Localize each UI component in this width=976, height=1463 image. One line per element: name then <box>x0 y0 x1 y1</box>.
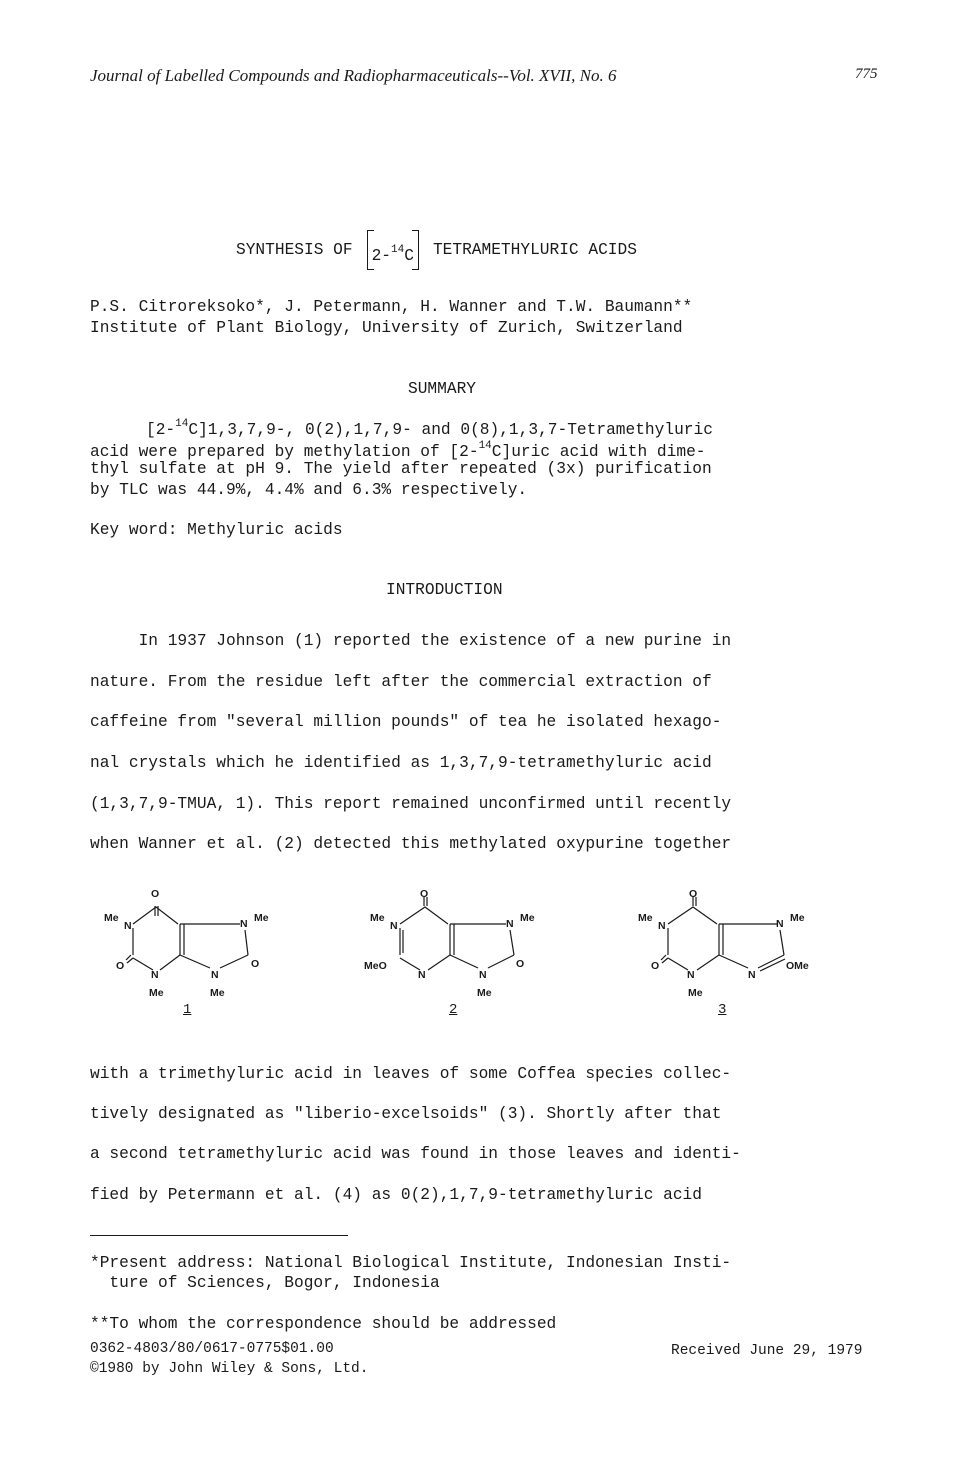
atom-ome: OMe <box>786 960 809 972</box>
atom-me: Me <box>638 912 653 924</box>
atom-n: N <box>506 918 514 930</box>
atom-me: Me <box>254 912 269 924</box>
summary-line-3: thyl sulfate at pH 9. The yield after repeated (3x) purification <box>90 460 712 478</box>
article-title <box>236 228 637 272</box>
atom-me: Me <box>688 987 703 999</box>
atom-n: N <box>658 920 666 932</box>
footnote-correspondence: **To whom the correspondence should be addressed <box>90 1315 557 1333</box>
atom-me: Me <box>477 987 492 999</box>
footnote-present-address: *Present address: National Biological Institute, Indonesian Insti- <box>90 1254 732 1272</box>
footnote-present-address-cont: ture of Sciences, Bogor, Indonesia <box>90 1274 440 1292</box>
atom-me: Me <box>370 912 385 924</box>
page-number: 775 <box>855 66 878 82</box>
intro-line: tively designated as "liberio-excelsoids" (3). Shortly after that <box>90 1105 722 1123</box>
summary-label-prefix: 2- <box>459 443 479 461</box>
keywords: Key word: Methyluric acids <box>90 521 343 539</box>
title-isotope-label <box>367 230 419 270</box>
intro-line: (1,3,7,9-TMUA, 1). This report remained unconfirmed until recently <box>90 795 732 813</box>
atom-n: N <box>124 920 132 932</box>
title-prefix: SYNTHESIS OF <box>236 241 353 259</box>
atom-me: Me <box>790 912 805 924</box>
summary-label-sup: 14 <box>478 440 492 452</box>
atom-n: N <box>776 918 784 930</box>
atom-n: N <box>748 969 756 981</box>
bracket-close: ] <box>501 443 512 461</box>
title-suffix: TETRAMETHYLURIC ACIDS <box>432 241 637 259</box>
article-code: 0362-4803/80/0617-0775$01.00 <box>90 1341 334 1357</box>
title-label-prefix: 2- <box>371 247 392 265</box>
journal-header: Journal of Labelled Compounds and Radiopharmaceuticals--Vol. XVII, No. 6 <box>90 66 617 85</box>
structure-label-2: 2 <box>449 1002 458 1018</box>
atom-n: N <box>418 969 426 981</box>
intro-line: a second tetramethyluric acid was found in those leaves and identi- <box>90 1145 741 1163</box>
summary-label-sup: 14 <box>175 418 189 430</box>
summary-line-2-b: uric acid with dime- <box>511 443 706 461</box>
atom-n: N <box>479 969 487 981</box>
bracket-open: [ <box>449 443 460 461</box>
summary-label-suffix: C <box>491 443 502 461</box>
atom-me: Me <box>210 987 225 999</box>
atom-n: N <box>390 920 398 932</box>
structure-3-bonds <box>661 897 785 971</box>
intro-line: In 1937 Johnson (1) reported the existence of a new purine in <box>90 632 732 650</box>
intro-line: nature. From the residue left after the commercial extraction of <box>90 673 712 691</box>
atom-o: O <box>420 888 429 900</box>
atom-o: O <box>251 958 260 970</box>
atom-meo: MeO <box>364 960 387 972</box>
bracket-open: [ <box>146 421 156 439</box>
summary-line-2 <box>90 440 706 461</box>
title-label-sup: 14 <box>391 244 405 256</box>
atom-o: O <box>116 960 125 972</box>
structure-1-bonds <box>126 906 248 970</box>
structure-label-1: 1 <box>183 1002 192 1018</box>
atom-me: Me <box>149 987 164 999</box>
summary-line-2-a: acid were prepared by methylation of <box>90 443 450 461</box>
structure-2-bonds <box>400 897 514 970</box>
summary-line-4: by TLC was 44.9%, 4.4% and 6.3% respectively. <box>90 481 528 499</box>
atom-me: Me <box>104 912 119 924</box>
atom-o: O <box>516 958 525 970</box>
atom-me: Me <box>520 912 535 924</box>
intro-line: nal crystals which he identified as 1,3,7,9-tetramethyluric acid <box>90 754 712 772</box>
summary-line-1-text: 1,3,7,9-, 0(2),1,7,9- and 0(8),1,3,7-Tetramethyluric <box>207 421 713 439</box>
atom-n: N <box>687 969 695 981</box>
atom-o: O <box>651 960 660 972</box>
atom-n: N <box>151 969 159 981</box>
copyright: ©1980 by John Wiley & Sons, Ltd. <box>90 1361 369 1377</box>
intro-line: caffeine from "several million pounds" of tea he isolated hexago- <box>90 713 722 731</box>
summary-label-prefix: 2- <box>155 421 176 439</box>
summary-line-1 <box>146 418 713 439</box>
summary-heading: SUMMARY <box>408 380 476 398</box>
authors: P.S. Citroreksoko*, J. Petermann, H. Wanner and T.W. Baumann** <box>90 298 693 316</box>
structure-label-3: 3 <box>718 1002 727 1018</box>
introduction-heading: INTRODUCTION <box>386 581 503 599</box>
atom-o: O <box>151 888 160 900</box>
atom-o: O <box>689 888 698 900</box>
bracket-close: ] <box>198 421 208 439</box>
received-date: Received June 29, 1979 <box>671 1343 863 1359</box>
chemical-structures <box>0 880 976 1025</box>
intro-line: when Wanner et al. (2) detected this methylated oxypurine together <box>90 835 732 853</box>
atom-n: N <box>240 918 248 930</box>
footnote-divider <box>90 1235 348 1236</box>
intro-line: with a trimethyluric acid in leaves of some Coffea species collec- <box>90 1065 732 1083</box>
atom-n: N <box>211 969 219 981</box>
summary-label-suffix: C <box>188 421 199 439</box>
intro-line: fied by Petermann et al. (4) as 0(2),1,7,9-tetramethyluric acid <box>90 1186 702 1204</box>
title-label-suffix: C <box>404 247 414 265</box>
affiliation: Institute of Plant Biology, University of Zurich, Switzerland <box>90 319 683 337</box>
